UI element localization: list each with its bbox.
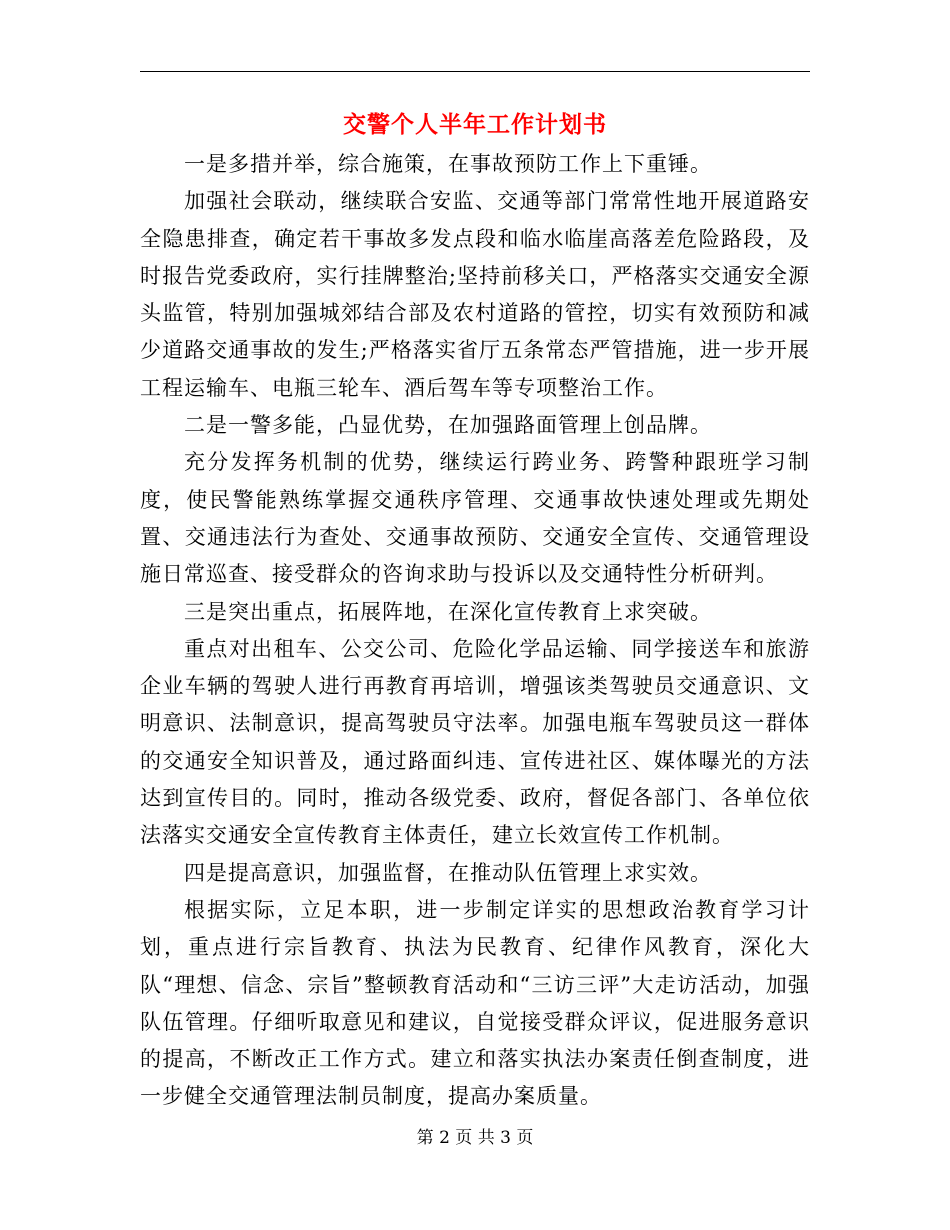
paragraph-heading-4: 四是提高意识，加强监督，在推动队伍管理上求实效。 xyxy=(184,860,712,885)
paragraph-body-1: 加强社会联动，继续联合安监、交通等部门常常性地开展道路安全隐患排查，确定若干事故多发点段和临水临崖高落差危险路段，及时报告党委政府，实行挂牌整治;坚持前移关口，严格落实交通安全源头监管，特别加强城郊结合部及农村道路的管控，切实有效预防和减少道路交通事故的发生;严格落实省厅五条常态严管措施，进一步开展工程运输车、电瓶三轮车、酒后驾车等专项整治工作。 xyxy=(140,189,810,400)
paragraph-heading-3: 三是突出重点，拓展阵地，在深化宣传教育上求突破。 xyxy=(184,599,712,624)
document-body xyxy=(140,146,810,1116)
paragraph-heading-1: 一是多措并举，综合施策，在事故预防工作上下重锤。 xyxy=(184,152,712,176)
paragraph-body-2: 充分发挥务机制的优势，继续运行跨业务、跨警种跟班学习制度，使民警能熟练掌握交通秩序管理、交通事故快速处理或先期处置、交通违法行为查处、交通事故预防、交通安全宣传、交通管理设施日常巡查、接受群众的咨询求助与投诉以及交通特性分析研判。 xyxy=(140,450,810,587)
paragraph-heading-2: 二是一警多能，凸显优势，在加强路面管理上创品牌。 xyxy=(184,413,712,438)
header-rule xyxy=(140,71,810,72)
document-title: 交警个人半年工作计划书 xyxy=(343,111,607,138)
paragraph-body-3: 重点对出租车、公交公司、危险化学品运输、同学接送车和旅游企业车辆的驾驶人进行再教育再培训，增强该类驾驶员交通意识、文明意识、法制意识，提高驾驶员守法率。加强电瓶车驾驶员这一群体的交通安全知识普及，通过路面纠违、宣传进社区、媒体曝光的方法达到宣传目的。同时，推动各级党委、政府，督促各部门、各单位依法落实交通安全宣传教育主体责任，建立长效宣传工作机制。 xyxy=(140,636,810,848)
page-number: 第 2 页 共 3 页 xyxy=(416,1128,534,1148)
paragraph-body-4: 根据实际，立足本职，进一步制定详实的思想政治教育学习计划，重点进行宗旨教育、执法为民教育、纪律作风教育，深化大队“理想、信念、宗旨”整顿教育活动和“三访三评”大走访活动，加强队伍管理。仔细听取意见和建议，自觉接受群众评议，促进服务意识的提高，不断改正工作方式。建立和落实执法办案责任倒查制度，进一步健全交通管理法制员制度，提高办案质量。 xyxy=(140,897,810,1109)
